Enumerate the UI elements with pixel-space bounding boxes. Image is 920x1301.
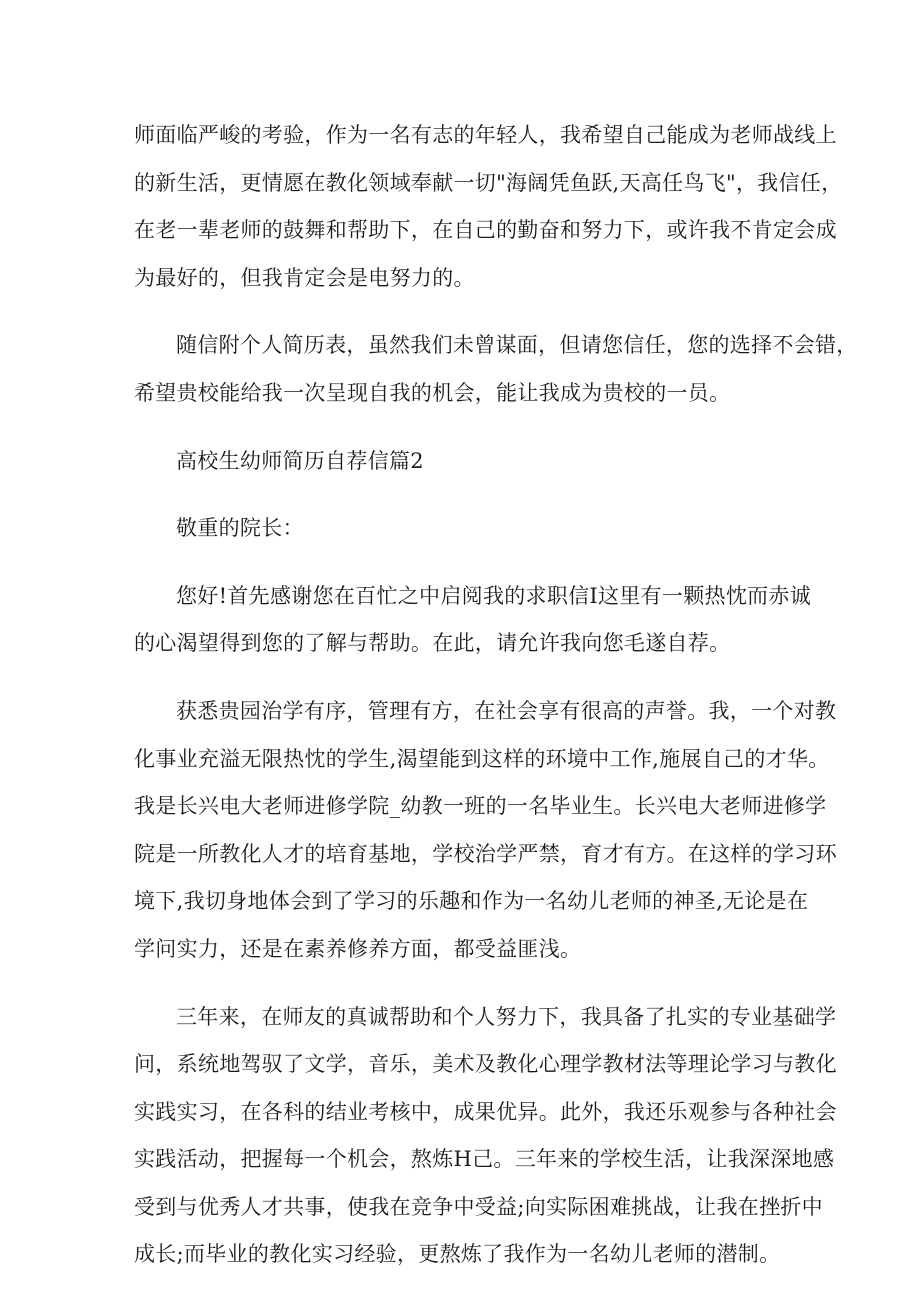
text-line: 化事业充溢无限热忱的学生,渴望能到这样的环境中工作,施展自己的才华。 [134, 746, 830, 771]
paragraph-4 [134, 688, 837, 974]
text-line: 学问实力，还是在素养修养方面，都受益匪浅。 [134, 936, 582, 961]
text-line: 您好!首先感谢您在百忙之中启阅我的求职信I这里有一颗热忱而赤诚 [176, 583, 812, 608]
text-line: 在老一辈老师的鼓舞和帮助下，在自己的勤奋和努力下，或许我不肯定会成 [134, 218, 837, 243]
text-line: 获悉贵园治学有序，管理有方，在社会享有很高的声誉。我，一个对教 [176, 698, 837, 723]
paragraph-2 [134, 322, 858, 417]
text-line: 为最好的，但我肯定会是电努力的。 [134, 265, 475, 290]
text-line: 三年来，在师友的真诚帮助和个人努力下，我具备了扎实的专业基础学 [176, 1004, 837, 1029]
text-line: 希望贵校能给我一次呈现自我的机会，能让我成为贵校的一员。 [134, 380, 731, 405]
document-body [134, 112, 858, 1279]
text-line: 受到与优秀人才共事，使我在竞争中受益;向实际困难挑战，让我在挫折中 [134, 1194, 823, 1219]
text-line: 实践实习，在各科的结业考核中，成果优异。此外，我还乐观参与各种社会 [134, 1099, 837, 1124]
section-heading: 高校生幼师简历自荐信篇2 [176, 448, 424, 473]
salutation: 敬重的院长： [176, 516, 304, 541]
text-line: 实践活动，把握每一个机会，熬炼H己。三年来的学校生活，让我深深地感 [134, 1147, 835, 1172]
text-line: 我是长兴电大老师进修学院_幼教一班的一名毕业生。长兴电大老师进修学 [134, 794, 827, 819]
text-line: 随信附个人简历表，虽然我们未曾谋面，但请您信任，您的选择不会错， [176, 333, 858, 358]
text-line: 院是一所教化人才的培育基地，学校治学严禁，育才有方。在这样的学习环 [134, 841, 837, 866]
text-line: 问，系统地驾驭了文学，音乐，美术及教化心理学教材法等理论学习与教化 [134, 1052, 837, 1077]
text-line: 成长;而毕业的教化实习经验，更熬炼了我作为一名幼儿老师的潜制。 [134, 1242, 781, 1267]
text-line: 的新生活，更情愿在教化领域奉献一切"海阔凭鱼跃,天高任鸟飞"，我信任， [134, 170, 843, 195]
text-line: 境下,我切身地体会到了学习的乐趣和作为一名幼儿老师的神圣,无论是在 [134, 889, 809, 914]
paragraph-3 [134, 573, 812, 668]
text-line: 师面临严峻的考验，作为一名有志的年轻人，我希望自己能成为老师战线上 [134, 123, 837, 147]
paragraph-1 [134, 112, 843, 302]
paragraph-5 [134, 994, 837, 1280]
text-line: 的心渴望得到您的了解与帮助。在此，请允许我向您毛遂自荐。 [134, 631, 731, 656]
